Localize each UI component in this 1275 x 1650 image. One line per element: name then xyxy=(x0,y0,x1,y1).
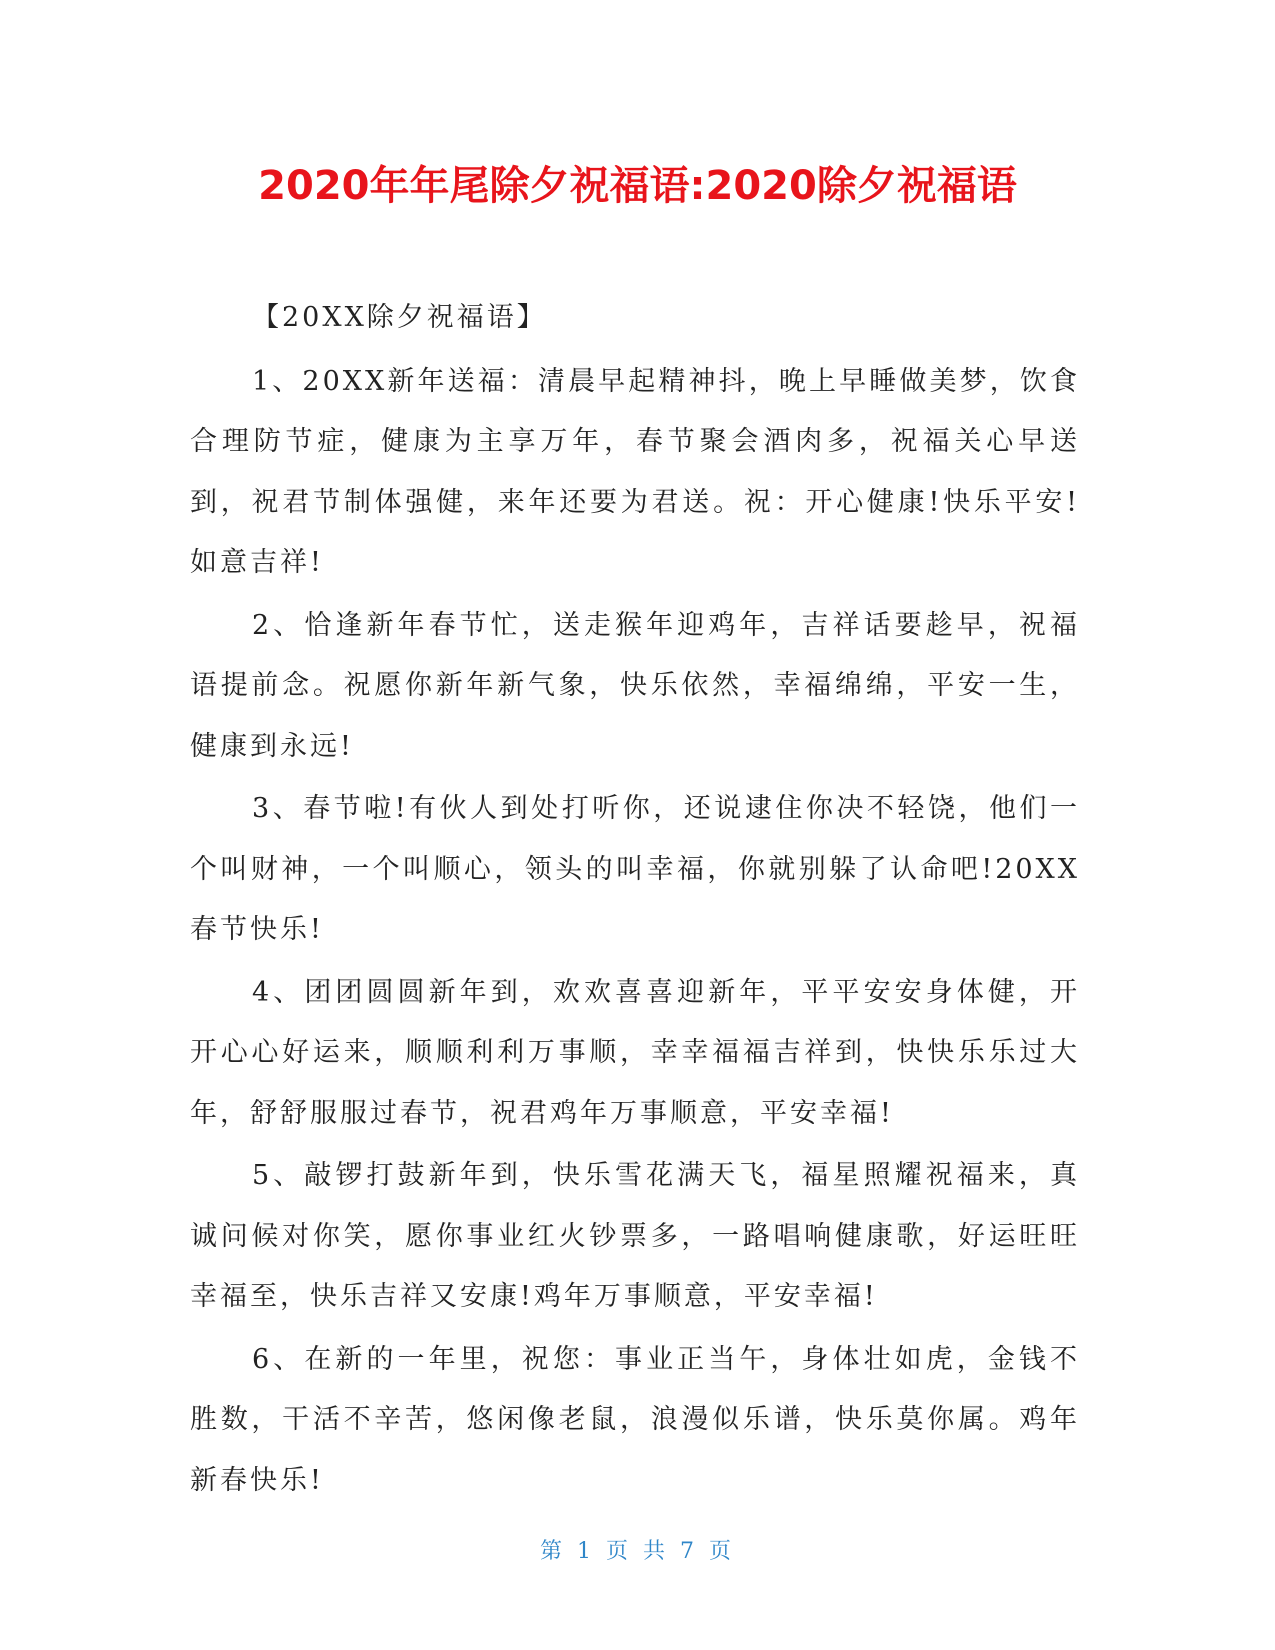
page-number-footer: 第 1 页 共 7 页 xyxy=(540,1539,735,1564)
paragraph-3: 3、春节啦!有伙人到处打听你，还说逮住你决不轻饶，他们一个叫财神，一个叫顺心，领头的叫幸福，你就别躲了认命吧!20XX春节快乐! xyxy=(190,793,1080,945)
document-body xyxy=(190,288,1080,1513)
paragraph-4: 4、团团圆圆新年到，欢欢喜喜迎新年，平平安安身体健，开开心心好运来，顺顺利利万事顺，幸幸福福吉祥到，快快乐乐过大年，舒舒服服过春节，祝君鸡年万事顺意，平安幸福! xyxy=(190,976,1080,1129)
document-title: 2020年年尾除夕祝福语:2020除夕祝福语 xyxy=(258,163,1017,209)
section-heading: 【20XX除夕祝福语】 xyxy=(252,302,547,333)
paragraph-6: 6、在新的一年里，祝您：事业正当午，身体壮如虎，金钱不胜数，干活不辛苦，悠闲像老鼠，浪漫似乐谱，快乐莫你属。鸡年新春快乐! xyxy=(190,1343,1080,1496)
paragraph-2: 2、恰逢新年春节忙，送走猴年迎鸡年，吉祥话要趁早，祝福语提前念。祝愿你新年新气象，快乐依然，幸福绵绵，平安一生，健康到永远! xyxy=(190,609,1080,762)
paragraph-5: 5、敲锣打鼓新年到，快乐雪花满天飞，福星照耀祝福来，真诚问候对你笑，愿你事业红火钞票多，一路唱响健康歌，好运旺旺幸福至，快乐吉祥又安康!鸡年万事顺意，平安幸福! xyxy=(190,1160,1080,1312)
paragraph-1: 1、20XX新年送福：清晨早起精神抖，晚上早睡做美梦，饮食合理防节症，健康为主享万年，春节聚会酒肉多，祝福关心早送到，祝君节制体强健，来年还要为君送。祝：开心健康!快乐平安!如意吉祥! xyxy=(190,365,1080,578)
